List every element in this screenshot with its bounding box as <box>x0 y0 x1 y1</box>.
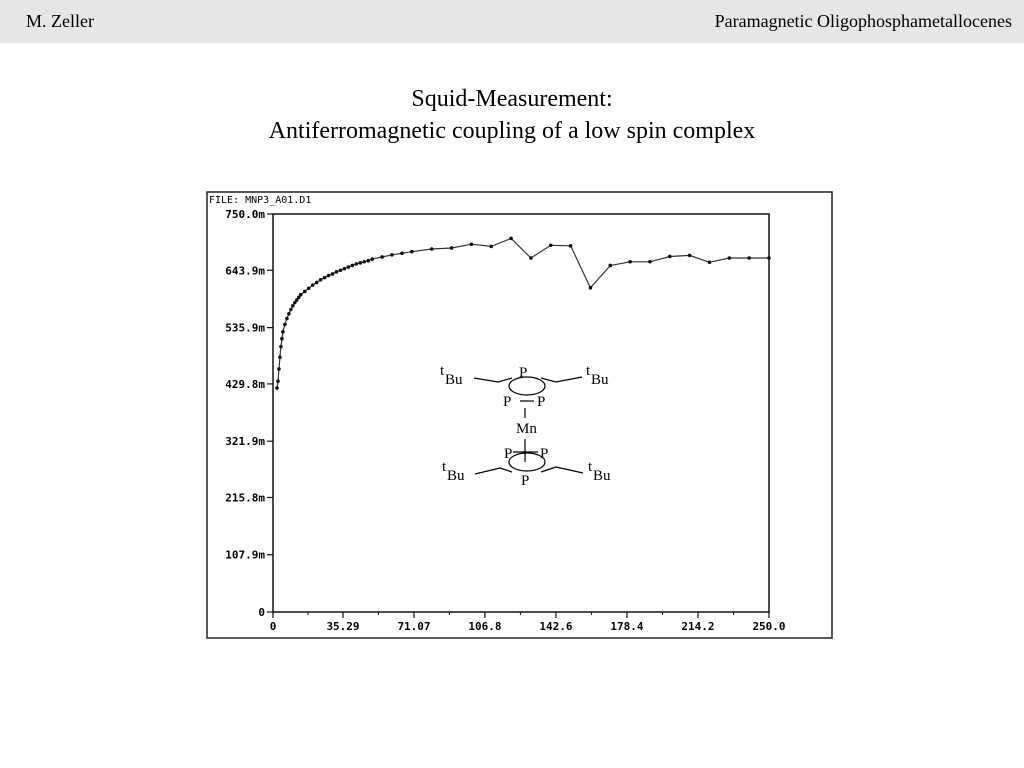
y-tick-label: 107.9m <box>225 548 265 562</box>
data-point <box>708 260 712 264</box>
data-point <box>489 245 493 249</box>
data-point <box>287 312 291 316</box>
data-point <box>285 317 289 321</box>
p-right-upper: P <box>537 394 546 410</box>
data-point <box>276 379 280 383</box>
x-tick-label: 35.29 <box>326 620 360 633</box>
author-name: M. Zeller <box>26 11 94 31</box>
data-point <box>299 293 303 297</box>
data-point <box>688 254 692 258</box>
tbu-lr: Bu <box>593 468 611 484</box>
y-tick-label: 321.9m <box>225 435 265 449</box>
y-tick-label: 750.0m <box>225 208 265 221</box>
x-tick-label: 250.0 <box>752 620 786 633</box>
data-point <box>470 242 474 246</box>
data-point <box>331 272 335 276</box>
slide-title-line2: Antiferromagnetic coupling of a low spin complex <box>268 118 756 144</box>
slide-title-line1: Squid-Measurement: <box>411 86 613 112</box>
data-point <box>608 264 612 268</box>
data-point <box>430 247 434 251</box>
data-point <box>648 260 652 264</box>
x-tick-label: 214.2 <box>681 620 715 633</box>
data-point <box>628 260 632 264</box>
data-point <box>315 281 319 285</box>
data-point <box>281 330 285 334</box>
data-point <box>351 264 355 268</box>
tbu-sup-ul: t <box>440 363 445 379</box>
data-point <box>303 290 307 294</box>
y-tick-label: 535.9m <box>225 321 265 335</box>
data-point <box>279 345 283 349</box>
data-point <box>390 253 394 257</box>
data-point <box>307 286 311 290</box>
data-point <box>569 244 573 248</box>
data-point <box>283 323 287 327</box>
data-point <box>549 244 553 248</box>
data-point <box>311 283 315 287</box>
tbu-ul: Bu <box>445 372 463 388</box>
x-tick-label: 71.07 <box>397 620 431 633</box>
presentation-topic: Paramagnetic Oligophosphametallocenes <box>714 11 1012 31</box>
data-point <box>289 308 293 312</box>
data-point <box>380 255 384 259</box>
p-bottom: P <box>521 473 530 489</box>
tbu-sup-lr: t <box>588 459 593 475</box>
data-point <box>767 256 771 260</box>
y-tick-label: 643.9m <box>225 264 265 278</box>
p-left-lower: P <box>504 446 513 462</box>
data-point <box>400 251 404 255</box>
data-point <box>366 259 370 263</box>
y-tick-label: 429.8m <box>225 377 265 391</box>
data-point <box>410 250 414 254</box>
data-point <box>358 261 362 265</box>
tbu-ll: Bu <box>447 468 465 484</box>
p-left-upper: P <box>503 394 512 410</box>
data-point <box>275 386 279 390</box>
data-point <box>343 267 347 271</box>
data-point <box>747 256 751 260</box>
data-point <box>339 268 343 272</box>
data-point <box>668 255 672 259</box>
data-point <box>327 274 331 278</box>
data-point <box>277 367 281 371</box>
data-point <box>278 355 282 359</box>
data-point <box>319 278 323 282</box>
data-point <box>362 260 366 264</box>
data-point <box>370 257 374 261</box>
x-tick-label: 142.6 <box>539 620 573 633</box>
chart-frame <box>207 192 832 638</box>
file-label: FILE: MNP3_A01.D1 <box>209 195 312 206</box>
data-point <box>347 265 351 269</box>
tbu-sup-ur: t <box>586 363 591 379</box>
y-tick-label: 215.8m <box>225 491 265 505</box>
p-right-lower: P <box>540 446 549 462</box>
data-point <box>335 270 339 274</box>
p-top: P <box>519 365 528 381</box>
data-point <box>450 246 454 250</box>
tbu-ur: Bu <box>591 372 609 388</box>
data-point <box>280 337 284 341</box>
data-point <box>355 262 359 266</box>
data-point <box>529 256 533 260</box>
data-point <box>509 237 513 241</box>
x-tick-label: 0 <box>269 620 277 633</box>
data-point <box>323 276 327 280</box>
metal-center: Mn <box>516 421 537 437</box>
x-tick-label: 106.8 <box>468 620 502 633</box>
y-tick-label: 0 <box>258 606 265 619</box>
data-point <box>589 286 593 290</box>
data-point <box>728 256 732 260</box>
x-tick-label: 178.4 <box>610 620 644 633</box>
tbu-sup-ll: t <box>442 459 447 475</box>
data-point <box>291 304 295 308</box>
